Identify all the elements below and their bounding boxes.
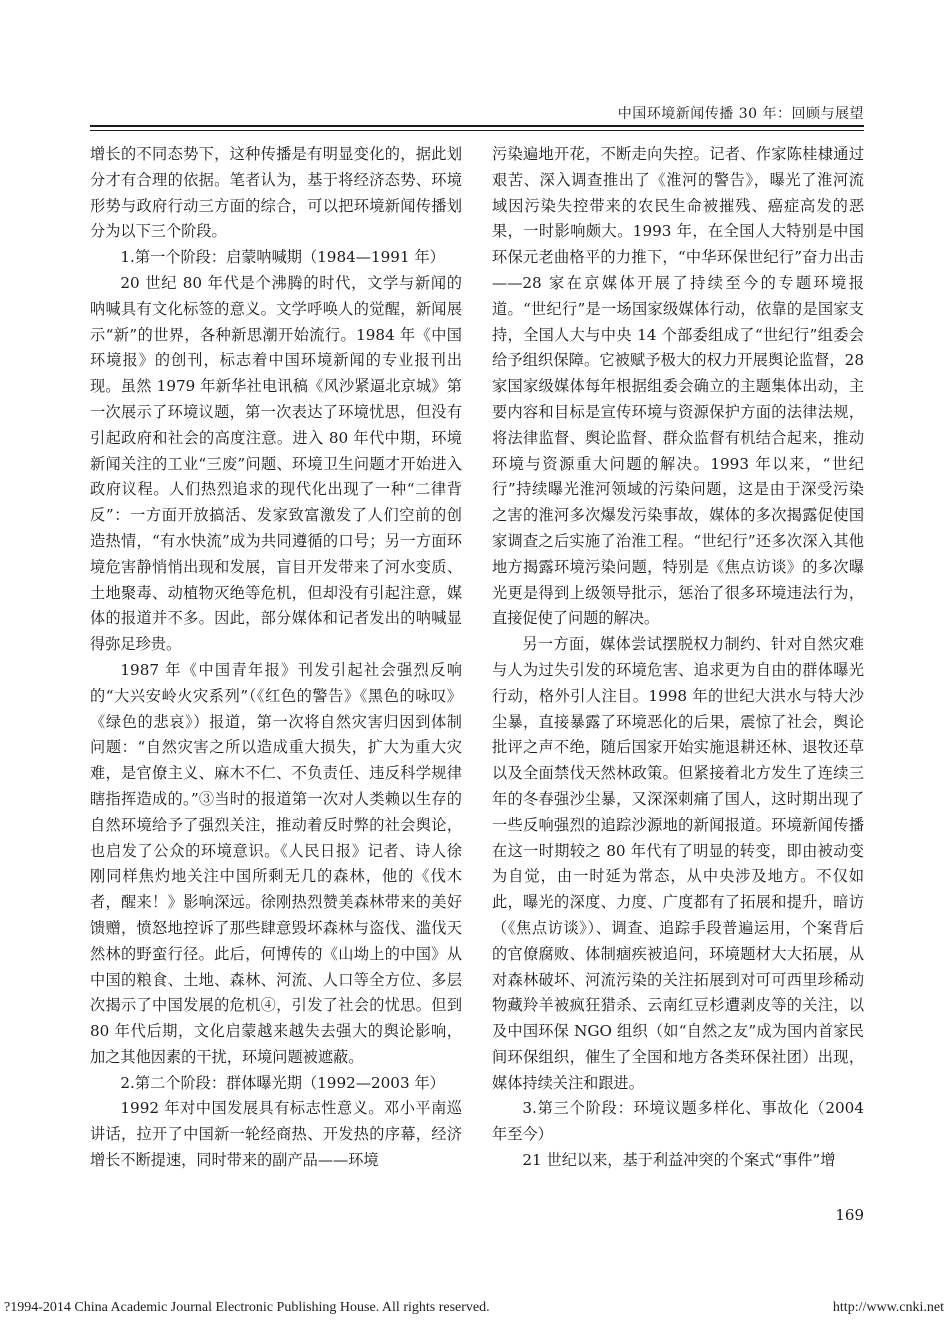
page-number: 169 xyxy=(835,1206,864,1224)
right-column xyxy=(492,142,864,1174)
left-column xyxy=(90,142,462,1174)
footer xyxy=(4,1300,944,1316)
section-heading: 3.第三个阶段：环境议题多样化、事故化（2004 年至今） xyxy=(492,1099,864,1144)
copyright-notice: ?1994-2014 China Academic Journal Electronic Publishing House. All rights reserved. xyxy=(4,1300,490,1315)
section-heading: 2.第二个阶段：群体曝光期（1992—2003 年） xyxy=(120,1073,445,1092)
paragraph: 21 世纪以来，基于利益冲突的个案式“事件”增 xyxy=(522,1151,836,1170)
paragraph: 1992 年对中国发展具有标志性意义。邓小平南巡讲话，拉开了中国新一轮经商热、开发热的序幕，经济增长不断提速，同时带来的副产品——环境 xyxy=(90,1099,462,1170)
header-rule-thin xyxy=(90,130,864,131)
paragraph: 另一方面，媒体尝试摆脱权力制约、针对自然灾难与人为过失引发的环境危害、追求更为自由的群体曝光行动，格外引人注目。1998 年的世纪大洪水与特大沙尘暴，直接暴露了环境恶化的后果，震惊了社会，舆论批评之声不绝，随后国家开始实施退耕还林、退牧还草以及全面禁伐天然林政策。但紧接着北方发生了连续三年的冬春强沙尘暴，又深深刺痛了国人，这时期出现了一些反响强烈的追踪沙源地的新闻报道。环境新闻传播在这一时期较之 80 年代有了明显的转变，即由被动变为自觉，由一时延为常态，从中央涉及地方。不仅如此，曝光的深度、力度、广度都有了拓展和提升，暗访（《焦点访谈》）、调查、追踪手段普遍运用，个案背后的官僚腐败、体制痼疾被追问，环境题材大大拓展，从对森林破坏、河流污染的关注拓展到对可可西里珍稀动物藏羚羊被疯狂猎杀、云南红豆杉遭剥皮等的关注，以及中国环保 NGO 组织（如“自然之友”成为国内首家民间环保组织，催生了全国和地方各类环保社团）出现，媒体持续关注和跟进。 xyxy=(492,635,864,1092)
paragraph: 增长的不同态势下，这种传播是有明显变化的，据此划分才有合理的依据。笔者认为，基于将经济态势、环境形势与政府行动三方面的综合，可以把环境新闻传播划分为以下三个阶段。 xyxy=(90,145,462,241)
header-rule xyxy=(90,125,864,127)
running-title: 中国环境新闻传播 30 年：回顾与展望 xyxy=(617,106,864,122)
footer-url[interactable]: http://www.cnki.net xyxy=(832,1300,944,1315)
paragraph: 20 世纪 80 年代是个沸腾的时代，文学与新闻的呐喊具有文化标签的意义。文学呼唤人的觉醒，新闻展示“新”的世界，各种新思潮开始流行。1984 年《中国环境报》的创刊，标志着中国环境新闻的专业报刊出现。虽然 1979 年新华社电讯稿《风沙紧逼北京城》第一次展示了环境议题，第一次表达了环境忧思，但没有引起政府和社会的高度注意。进入 80 年代中期，环境新闻关注的工业“三废”问题、环境卫生问题才开始进入政府议程。人们热烈追求的现代化出现了一种“二律背反”：一方面开放搞活、发家致富激发了人们空前的创造热情，“有水快流”成为共同遵循的口号；另一方面环境危害静悄悄出现和发展，盲目开发带来了河水变质、土地聚毒、动植物灭绝等危机，但却没有引起注意，媒体的报道并不多。因此，部分媒体和记者发出的呐喊显得弥足珍贵。 xyxy=(90,273,462,654)
paragraph: 1987 年《中国青年报》刊发引起社会强烈反响的“大兴安岭火灾系列”（《红色的警告》《黑色的咏叹》《绿色的悲哀》）报道，第一次将自然灾害归因到体制问题：“自然灾害之所以造成重大损失，扩大为重大灾难，是官僚主义、麻木不仁、不负责任、违反科学规律瞎指挥造成的。”③当时的报道第一次对人类赖以生存的自然环境给予了强烈关注，推动着反时弊的社会舆论，也启发了公众的环境意识。《人民日报》记者、诗人徐刚同样焦灼地关注中国所剩无几的森林，他的《伐木者，醒来！》影响深远。徐刚热烈赞美森林带来的美好馈赠，愤怒地控诉了那些肆意毁坏森林与盗伐、滥伐天然林的野蛮行径。此后，何博传的《山坳上的中国》从中国的粮食、土地、森林、河流、人口等全方位、多层次揭示了中国发展的危机④，引发了社会的忧思。但到 80 年代后期，文化启蒙越来越失去强大的舆论影响，加之其他因素的干扰，环境问题被遮蔽。 xyxy=(90,660,462,1066)
section-heading: 1.第一个阶段：启蒙呐喊期（1984—1991 年） xyxy=(120,248,445,267)
paragraph: 污染遍地开花，不断走向失控。记者、作家陈桂棣通过艰苦、深入调查推出了《淮河的警告》，曝光了淮河流域因污染失控带来的农民生命被摧残、癌症高发的恶果，一时影响颇大。1993 年，在全国人大特别是中国环保元老曲格平的力推下，“中华环保世纪行”奋力出击——28 家在京媒体开展了持续至今的专题环境报道。“世纪行”是一场国家级媒体行动，依靠的是国家支持，全国人大与中央 14 个部委组成了“世纪行”组委会给予组织保障。它被赋予极大的权力开展舆论监督，28 家国家级媒体每年根据组委会确立的主题集体出动，主要内容和目标是宣传环境与资源保护方面的法律法规，将法律监督、舆论监督、群众监督有机结合起来，推动环境与资源重大问题的解决。1993 年以来，“世纪行”持续曝光淮河领域的污染问题，这是由于深受污染之害的淮河多次爆发污染事故，媒体的多次揭露促使国家调查之后实施了治淮工程。“世纪行”还多次深入其他地方揭露环境污染问题，特别是《焦点访谈》的多次曝光更是得到上级领导批示，惩治了很多环境违法行为，直接促使了问题的解决。 xyxy=(492,145,864,628)
